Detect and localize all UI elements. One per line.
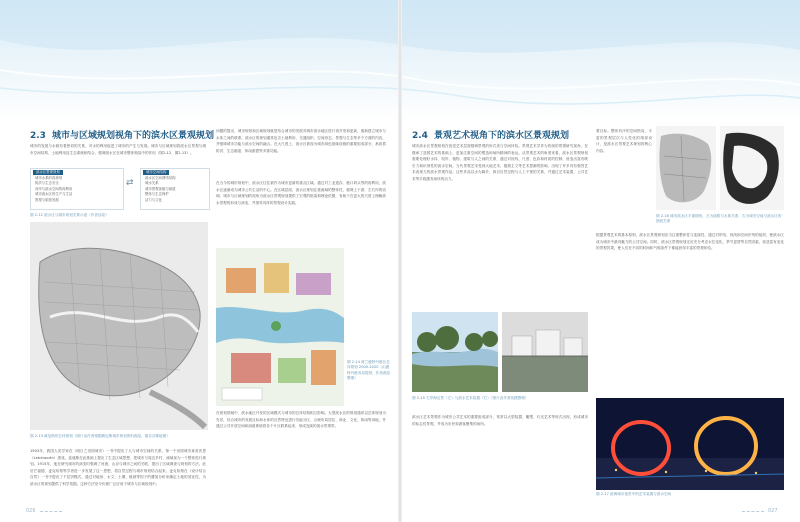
diagram-arrow-icon: ⇄ (126, 178, 134, 188)
section-number: 2.4 (412, 131, 428, 141)
diagram-left-item: 河岸与滨水空间的再利用 (35, 186, 73, 191)
far-right-column-body-mid: 根据景观艺术的基本原则，滨水区景观规划应当注重整体性与连续性，通过对岸线、视线和空间序列的组织，使滨水区成为城市中最具魅力的公共空间。同时，滨水区景观规划还应充分考虑水位变化、季节更替等自然因素，营造富有变化的景观效果，使人们在不同的时间和气候条件下都能获得丰富的景观体验。 (596, 233, 784, 251)
page-gutter (398, 0, 402, 522)
figure-caption-2-14: 图 2-14 荷兰鹿特丹港区总体规划 2000-2020（由鹿特丹港务局提供，作者改绘整理） (347, 360, 391, 381)
diagram-right-item: 城市景观视廊与绿道 (145, 186, 176, 191)
waterfront-photo-right (502, 312, 588, 392)
figure-caption-2-16: 图 2-16 城市滨水区平面图形，左为道路与水系关系，右为城市空间与滨水区的图底关系 (656, 214, 782, 224)
page-folio-right (742, 508, 778, 514)
figure-caption-2-15: 图 2-15 左岸海边景（左）与滨水艺术装置（右）（图片由作者拍摄整理） (412, 396, 529, 400)
intro-paragraph: 城市的发展与水源有着密切的关系，对水的利用促进了城市的产生与发展。城市与区域规划将滨水区景观与城市空间结构、土地利用及生态系统相结合，强调滨水区在城市整体格局中的作用（图2-12、图2-13）。 (30, 144, 206, 155)
section-number: 2.3 (30, 131, 46, 141)
figure-caption-2-12: 图 2-12 滨水区与城市规划关系示意（作者自绘） (30, 213, 109, 217)
diagram-left-list (35, 176, 72, 203)
waterfront-photo-left (412, 312, 498, 392)
diagram-right-item: 活力与文化 (145, 197, 162, 202)
figure-caption-2-13: 图 2-13 威尼斯的总体规划（图片由作者根据威尼斯城市规划资料改绘，描自谷歌地图） (30, 434, 170, 438)
section-title: 城市与区域规划视角下的滨水区景观规划 (51, 131, 214, 141)
middle-column-body-mid: 在当今的城市规划中，滨水区往往被作为城市更新的重点区域。通过对工业遗存、港口码头等的再利用，滨水区逐渐成为城市公共生活的中心。在区域层面，滨水区规划注重流域的整体性，强调上下游、左右岸的协调。城市与区域规划的视角为滨水区景观规划提供了宏观的框架和理论依据，有助于在更大的尺度上理解滨水景观的形成与演变，并指导具体的景观设计实践。 (216, 181, 386, 205)
night-installation-photo (596, 398, 784, 490)
port-master-plan (216, 248, 344, 406)
figure-caption-2-17: 图 2-17 滨海城市夜景中的艺术装置与滨水空间 (596, 492, 672, 496)
page-number-left: 026 (26, 508, 36, 514)
section-heading-2-3 (30, 128, 214, 141)
diagram-left-header: 滨水区景观规划 (33, 170, 63, 175)
diagram-right-item: 整体与生态保护 (145, 192, 169, 197)
diagram-right-item: 滨水区空间网络结构 (145, 176, 176, 180)
right-column-body-bottom: 滨水区艺术景观作为城市公共艺术的重要组成部分，常常以大型装置、雕塑、灯光艺术等形式出现，形成城市的标志性景观，并成为市民和游客聚集的场所。 (412, 415, 588, 426)
diagram-left-item: 景观与旅游发展 (35, 197, 59, 202)
plan-figure-ground-right (720, 126, 784, 210)
page-number-right: 027 (768, 508, 778, 514)
diagram-left-item: 防洪与生态安全 (35, 181, 59, 186)
page-folio-left (26, 508, 62, 514)
section-heading-2-4 (412, 128, 569, 141)
folio-rule (742, 511, 764, 512)
folio-rule (40, 511, 62, 512)
middle-column-body-top: 问题的提出，城市规划和区域规划就是结合城市的发展对城市滨水地区进行再开发和更新，重新建立城市与水体之间的联系。滨水区的规划通常包含土地利用、交通组织、空间形态、景观与生态等多个方面的内容，并强调城市功能与滨水空间的融合。在大尺度上，滨水区被视为城市绿色基础设施的重要组成部分，承担着防洪、生态廊道、休闲游憩等多重功能。 (216, 129, 386, 153)
left-column-body: 1903年，我国人类学家在（明日之田园城市）一书中提出了人与城市空间的关系。第一个田园城市莱奇沃思（Letchworth）建成。盖迪斯在此基础上提出了生态区域思想，把城市与周边乡村、流域视为一个整体进行规划。1915年，他在研究城市的演变时强调了河流、山谷与城市之间的关联，提出了区域调查与规划的方法。此后芒福德、麦克哈格等学者进一步发展了这一思想，将自然过程与城市规划结合起来。麦克哈格在《设计结合自然》一书中提出了千层饼模式，通过对地形、水文、土壤、植被等因子的叠加分析来确定土地的适宜性，为滨水区的规划提供了科学依据。这种方法至今仍被广泛应用于城市与区域规划中。 (30, 449, 206, 486)
far-right-column-body: 要目标。整体有序的空间格局，丰富的景观层次与人性化的细部设计，是滨水区景观艺术规划的核心内容。 (596, 129, 652, 153)
diagram-right-list (145, 176, 176, 203)
planning-diagram (30, 168, 210, 210)
right-column-body: 城市滨水区景观规划在视觉艺术层面强调景观的形式美与空间体验。景观艺术学作为传统的景观研究视角，在继承了造园艺术的基础上，更加注重空间的塑造和场所精神的表达。从景观艺术的角度来看，滨水区景观规划需要处理好水体、驳岸、植物、建筑与人之间的关系，通过对视线、尺度、色彩和材质的控制，营造出富有吸引力和识别性的滨水空间。当代景观艺术受到大地艺术、极简主义等艺术思潮的影响，出现了许多具有强烈艺术表现力的滨水景观作品。这些作品以水为媒介，探讨自然过程与人工干预的关系，并通过艺术装置、公共艺术等手段激发场所的活力。 (412, 144, 588, 181)
section-title: 景观艺术视角下的滨水区景观规划 (433, 131, 569, 141)
diagram-right-header: 城市空间结构 (143, 170, 169, 175)
diagram-right-item: 城水关系 (145, 181, 159, 186)
diagram-left-item: 城市水系的再规划 (35, 176, 63, 180)
diagram-left-item: 城市滨水区的生产与生活 (35, 192, 73, 197)
middle-column-body-bottom: 在规划领域中，滨水地区开发的区域模式与城市的总体结构相互影响。大型滨水区的规划通常以总体规划为先导，结合城市的发展目标和水体的自然特征进行功能分区，合理布局居住、商业、文化、休闲等用地，并通过公共开放空间和绿道系统将各个片区联系起来，形成连续的滨水景观带。 (216, 411, 386, 429)
venice-plan-map (30, 222, 208, 430)
plan-figure-ground-left (656, 126, 716, 210)
